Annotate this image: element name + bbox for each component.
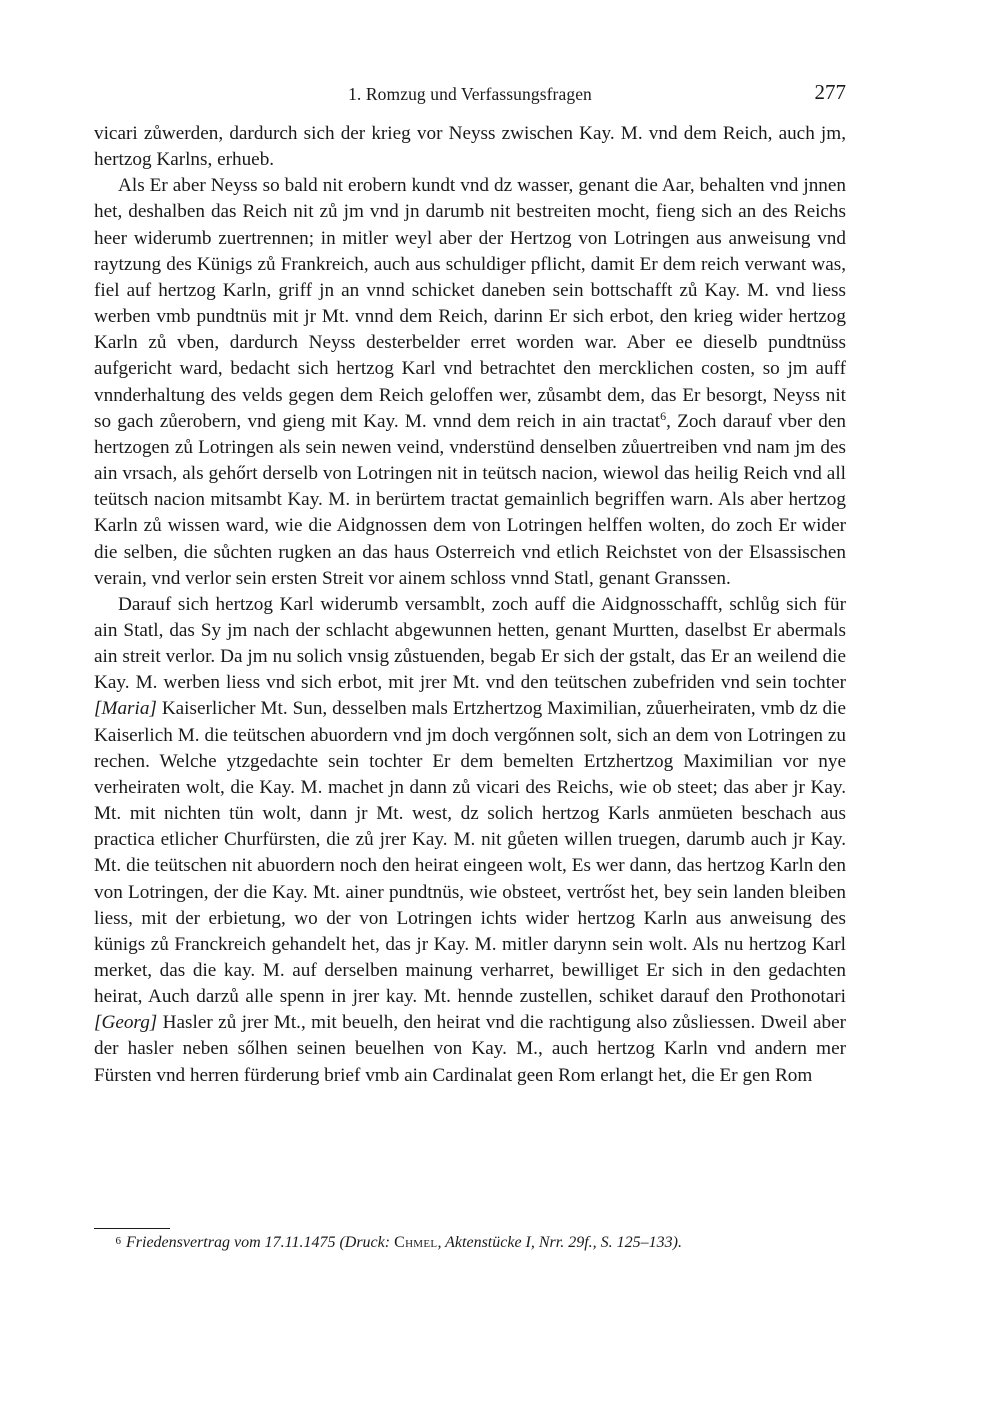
paragraph-1 — [94, 121, 846, 173]
paragraph-3-text-b: Kaiserlicher Mt. Sun, desselben mals Ertzhertzog Maximilian, zůuerheiraten, vmb dz die Kaiserlich M. die teütschen abuordern vnd jm doch vergőnnen solt, sich an dem von Lotringen zu rechen. Welche ytzgedachte sein tochter Er dem bemelten Ertzhertzog Maximilian vor nye verheiraten wolt, die Kay. M. machet jn dann zů vicari des Reichs, wie ob steet; das aber jr Kay. Mt. mit nichten tün wolt, dann jr Mt. west, dz solich hertzog Karls anmüeten beschach aus practica etlicher Churfürsten, die zů jrer Kay. M. nit gůeten willen truegen, darumb auch jr Kay. Mt. die teütschen nit abuordern noch den heirat eingeen wolt, Es wer dann, das hertzog Karln den von Lotringen, der die Kay. Mt. ainer pundtnüs, wie obsteet, vertrőst het, bey sein landen bleiben liess, mit der erbietung, wo der von Lotringen ichts wider hertzog Karln aus anweisung des künigs zů Franckreich gehandelt het, das jr Kay. M. mitler darynn sein wolt. Als nu hertzog Karl merket, das die kay. M. auf derselben mainung verharret, bewilliget Er sich in den gedachten heirat, Auch darzů alle spenn in jrer kay. Mt. hennde zustellen, schiket darauf den Prothonotari — [94, 698, 846, 1008]
editorial-insertion-maria: [Maria] — [94, 698, 157, 720]
footnote-text-a: Friedensvertrag vom 17.11.1475 (Druck: — [126, 1234, 395, 1251]
footnote-text-b: , Aktenstücke I, Nrr. 29f., S. 125–133). — [437, 1234, 682, 1251]
paragraph-2-text-b: , Zoch darauf vber den hertzogen zů Lotringen als sein newen veind, vnderstünd denselben zůuertreiben vnd nam jm des ain vrsach, als gehőrt derselb von Lotringen nit in teütsch nacion, wiewol das heilig Reich vnd all teütsch nacion mitsambt Kay. M. in berürtem tractat gemainlich begriffen warn. Als aber hertzog Karln zů wissen ward, wie die Aidgnossen dem von Lotringen helffen wolten, do zoch Er wider die selben, die sůchten rugken an das haus Osterreich vnd etlich Reichstet von der Elsassischen verain, vnd verlor sein ersten Streit vor ainem schloss vnnd Statl, genant Granssen. — [94, 410, 846, 589]
page-number: 277 — [814, 80, 846, 104]
footnote-6 — [94, 1231, 846, 1253]
footnote-reference-6[interactable]: 6 — [660, 408, 667, 423]
editorial-insertion-georg: [Georg] — [94, 1012, 158, 1034]
paragraph-3-text-a: Darauf sich hertzog Karl widerumb versamblt, zoch auff die Aidgnosschafft, schlůg sich für ain Statl, das Sy jm nach der schlacht abgewunnen hetten, genant Murtten, daselbst Er abermals ain streit verlor. Da jm nu solich vnsig zůstuenden, begab Er sich der gstalt, das Er an weilend die Kay. M. werben liess vnd sich erbot, mit jrer Mt. vnd den teütschen zubefriden vnd sein tochter — [94, 593, 846, 694]
body-text — [94, 121, 846, 1089]
footnote-divider — [94, 1228, 170, 1229]
paragraph-1-text: vicari zůwerden, dardurch sich der krieg vor Neyss zwischen Kay. M. vnd dem Reich, auch jm, hertzog Karlns, erhueb. — [94, 123, 846, 171]
paragraph-3 — [94, 592, 846, 1089]
running-title: 1. Romzug und Verfassungsfragen — [348, 84, 592, 104]
running-head — [94, 80, 846, 110]
paragraph-3-text-c: Hasler zů jrer Mt., mit beuelh, den heirat vnd die rachtigung also zůsliessen. Dweil aber der hasler neben sőlhen seinen beuelhen von Kay. M., auch hertzog Karln vnd andern mer Fürsten vnd herren fürderung brief vmb ain Cardinalat geen Rom erlangt het, die Er gen Rom — [94, 1012, 846, 1086]
paragraph-2-text-a: Als Er aber Neyss so bald nit erobern kundt vnd dz wasser, genant die Aar, behalten vnd jnnen het, deshalben das Reich nit zů jm vnd jn darumb nit bestreiten mocht, fieng sich an des Reichs heer widerumb zuertrennen; in mitler weyl aber der Hertzog von Lotringen aus anweisung vnd raytzung des Künigs zů Frankreich, auch aus schuldiger pflicht, damit Er dem reich verwant was, fiel auf hertzog Karln, griff jn an vnnd schicket daneben sein bottschafft zů Kay. M. vnd liess werben vmb pundtnüs mit jr Mt. vnnd dem Reich, darinn Er sich erbot, den krieg wider hertzog Karln zů vben, dardurch Neyss desterbelder erret worden war. Aber ee dieselb pundtnüss aufgericht ward, bedacht sich hertzog Karl vnd betrachtet den mercklichen costen, so jm auff vnnderhaltung des velds gegen dem Reich geloffen wer, zůsambt dem, das Er besorgt, Neyss nit so gach zůerobern, vnd gieng mit Kay. M. vnnd dem reich in ain tractat — [94, 175, 846, 432]
paragraph-2 — [94, 173, 846, 592]
footnote-number: 6 — [115, 1235, 121, 1247]
footnote-author: Chmel — [394, 1234, 438, 1251]
